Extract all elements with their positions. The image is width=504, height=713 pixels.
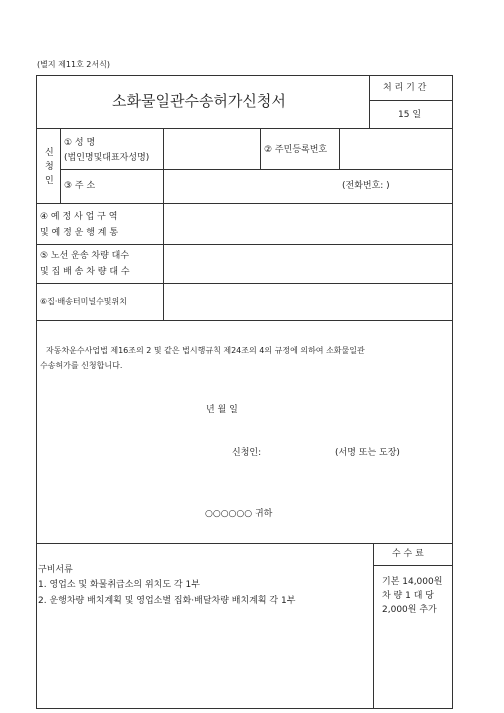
name-field[interactable] — [164, 129, 260, 169]
form-title: 소화물일관수송허가신청서 — [112, 92, 286, 110]
business-area-field[interactable] — [164, 204, 452, 244]
statement-line-2: 수송허가를 신청합니다. — [40, 361, 123, 370]
applicant-label-3: 인 — [45, 176, 54, 186]
form-reference: (별지 제11호 2서식) — [37, 60, 110, 69]
applicant-sign-label: 신청인: — [232, 448, 262, 458]
processing-period-label: 처 리 기 간 — [383, 83, 427, 93]
fee-label: 수 수 료 — [392, 549, 424, 559]
resident-number-field[interactable] — [340, 129, 452, 169]
address-label: ③ 주 소 — [64, 181, 96, 191]
addressee: ○○○○○○ 귀하 — [205, 509, 273, 519]
attachment-item-2: 2. 운행차량 배치계획 및 영업소별 집화·배달차량 배치계획 각 1부 — [38, 596, 296, 606]
vehicle-count-label-2: 및 집 배 송 차 량 대 수 — [40, 267, 130, 277]
phone-label: (전화번호: ) — [342, 181, 390, 191]
vehicle-count-label-1: ⑤ 노선 운송 차량 대수 — [40, 251, 130, 261]
vehicle-count-field[interactable] — [164, 245, 452, 283]
applicant-label-1: 신 — [45, 148, 54, 158]
seal-label: (서명 또는 도장) — [335, 448, 400, 458]
terminal-label: ⑥집·배송터미널수및위치 — [40, 297, 127, 306]
business-area-label-1: ④ 예 정 사 업 구 역 — [40, 212, 118, 222]
business-area-label-2: 및 예 정 운 행 계 통 — [40, 228, 119, 238]
terminal-field[interactable] — [164, 284, 452, 320]
applicant-label-2: 청 — [45, 162, 54, 172]
attachments-title: 구비서류 — [38, 565, 73, 575]
fee-line-3: 2,000원 추가 — [382, 605, 437, 615]
fee-line-2: 차 량 1 대 당 — [382, 591, 434, 601]
date-line: 년 월 일 — [206, 405, 238, 415]
address-field[interactable] — [164, 170, 452, 203]
fee-line-1: 기본 14,000원 — [382, 577, 443, 587]
attachment-item-1: 1. 영업소 및 화물취급소의 위치도 각 1부 — [38, 580, 200, 590]
processing-period-value: 15 일 — [398, 110, 422, 120]
corporate-name-label: (법인명및대표자성명) — [64, 153, 150, 163]
name-label: ① 성 명 — [64, 138, 96, 148]
statement-line-1: 자동차운수사업법 제16조의 2 및 같은 법시행규칙 제24조의 4의 규정에 의하여 소화물일관 — [46, 346, 365, 355]
resident-number-label: ② 주민등록번호 — [264, 145, 328, 155]
